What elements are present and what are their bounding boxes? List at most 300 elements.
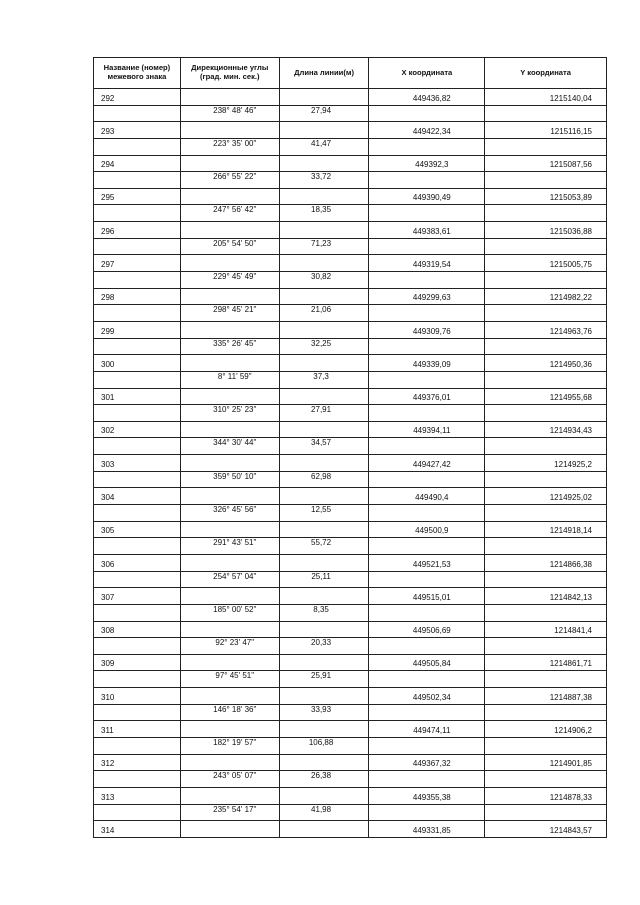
empty-length-cell bbox=[280, 488, 370, 505]
empty-length-cell bbox=[280, 655, 370, 672]
x-coordinate-cell bbox=[369, 488, 485, 505]
line-length-cell-text: 37,3 bbox=[313, 371, 329, 381]
point-name-cell-text: 294 bbox=[101, 160, 115, 170]
line-length-cell-text: 71,23 bbox=[311, 238, 332, 248]
empty-name-cell bbox=[94, 505, 181, 522]
table-row-point bbox=[94, 89, 607, 106]
y-coordinate-cell bbox=[485, 755, 607, 772]
x-coordinate-cell-text: 449355,38 bbox=[412, 792, 451, 802]
y-coordinate-cell bbox=[485, 455, 607, 472]
empty-x-cell bbox=[369, 405, 485, 422]
empty-name-cell bbox=[94, 239, 181, 256]
x-coordinate-cell bbox=[369, 522, 485, 539]
empty-x-cell bbox=[369, 139, 485, 156]
line-length-cell-text: 25,11 bbox=[311, 571, 331, 581]
line-length-cell bbox=[280, 771, 370, 788]
x-coordinate-cell bbox=[369, 455, 485, 472]
empty-length-cell bbox=[280, 422, 370, 439]
table-row-segment bbox=[94, 172, 607, 189]
table-header-row bbox=[94, 58, 607, 89]
point-name-cell bbox=[94, 788, 181, 805]
direction-angle-cell-text: 266° 55' 22" bbox=[213, 172, 257, 182]
table-row-segment bbox=[94, 305, 607, 322]
line-length-cell-text: 62,98 bbox=[311, 471, 332, 481]
line-length-cell bbox=[280, 505, 370, 522]
empty-length-cell bbox=[280, 788, 370, 805]
empty-y-cell bbox=[485, 705, 607, 722]
direction-angle-cell-text: 291° 43' 51" bbox=[213, 538, 257, 548]
point-name-cell-text: 300 bbox=[101, 359, 115, 369]
line-length-cell-text: 12,55 bbox=[311, 505, 332, 515]
x-coordinate-cell-text: 449436,82 bbox=[412, 93, 451, 103]
point-name-cell-text: 298 bbox=[101, 293, 115, 303]
y-coordinate-cell-text: 1214918,14 bbox=[549, 526, 592, 536]
y-coordinate-cell-text: 1215053,89 bbox=[549, 193, 592, 203]
empty-name-cell bbox=[94, 805, 181, 822]
empty-y-cell bbox=[485, 805, 607, 822]
empty-direction-cell bbox=[181, 522, 280, 539]
point-name-cell-text: 299 bbox=[101, 326, 115, 336]
direction-angle-cell bbox=[181, 139, 280, 156]
direction-angle-cell bbox=[181, 771, 280, 788]
x-coordinate-cell-text: 449390,49 bbox=[412, 193, 451, 203]
empty-direction-cell bbox=[181, 389, 280, 406]
empty-length-cell bbox=[280, 389, 370, 406]
empty-y-cell bbox=[485, 239, 607, 256]
x-coordinate-cell-text: 449394,11 bbox=[413, 426, 451, 436]
direction-angle-cell bbox=[181, 205, 280, 222]
point-name-cell bbox=[94, 289, 181, 306]
line-length-cell-text: 41,47 bbox=[311, 138, 332, 148]
empty-length-cell bbox=[280, 322, 370, 339]
empty-name-cell bbox=[94, 139, 181, 156]
x-coordinate-cell bbox=[369, 222, 485, 239]
y-coordinate-cell-text: 1215140,04 bbox=[549, 93, 592, 103]
empty-direction-cell bbox=[181, 89, 280, 106]
x-coordinate-cell bbox=[369, 122, 485, 139]
table-row-segment bbox=[94, 671, 607, 688]
empty-y-cell bbox=[485, 638, 607, 655]
empty-x-cell bbox=[369, 172, 485, 189]
empty-y-cell bbox=[485, 572, 607, 589]
table-row-point bbox=[94, 588, 607, 605]
direction-angle-cell bbox=[181, 239, 280, 256]
empty-x-cell bbox=[369, 805, 485, 822]
x-coordinate-cell-text: 449506,69 bbox=[412, 626, 451, 636]
line-length-cell-text: 27,91 bbox=[311, 405, 332, 415]
empty-y-cell bbox=[485, 339, 607, 356]
header-dir-line2: (град. мин. сек.) bbox=[199, 72, 260, 81]
direction-angle-cell bbox=[181, 572, 280, 589]
empty-direction-cell bbox=[181, 755, 280, 772]
empty-x-cell bbox=[369, 605, 485, 622]
line-length-cell-text: 33,93 bbox=[311, 704, 332, 714]
line-length-cell bbox=[280, 438, 370, 455]
header-line-length bbox=[280, 58, 370, 89]
header-dir-line1: Дирекционные углы bbox=[191, 63, 269, 73]
x-coordinate-cell bbox=[369, 688, 485, 705]
table-row-segment bbox=[94, 572, 607, 589]
y-coordinate-cell bbox=[485, 522, 607, 539]
direction-angle-cell bbox=[181, 106, 280, 123]
point-name-cell bbox=[94, 522, 181, 539]
empty-direction-cell bbox=[181, 555, 280, 572]
empty-y-cell bbox=[485, 472, 607, 489]
empty-x-cell bbox=[369, 239, 485, 256]
direction-angle-cell bbox=[181, 272, 280, 289]
table-row-segment bbox=[94, 472, 607, 489]
direction-angle-cell bbox=[181, 472, 280, 489]
line-length-cell bbox=[280, 538, 370, 555]
table-row-point bbox=[94, 721, 607, 738]
line-length-cell bbox=[280, 671, 370, 688]
empty-direction-cell bbox=[181, 289, 280, 306]
line-length-cell-text: 33,72 bbox=[311, 172, 332, 182]
point-name-cell-text: 301 bbox=[101, 393, 115, 403]
line-length-cell bbox=[280, 605, 370, 622]
table-row-segment bbox=[94, 239, 607, 256]
empty-y-cell bbox=[485, 605, 607, 622]
empty-y-cell bbox=[485, 438, 607, 455]
empty-name-cell bbox=[94, 671, 181, 688]
table-row-segment bbox=[94, 638, 607, 655]
y-coordinate-cell-text: 1214963,76 bbox=[549, 326, 592, 336]
direction-angle-cell-text: 243° 05' 07" bbox=[213, 771, 257, 781]
direction-angle-cell bbox=[181, 372, 280, 389]
x-coordinate-cell bbox=[369, 355, 485, 372]
empty-length-cell bbox=[280, 122, 370, 139]
direction-angle-cell bbox=[181, 405, 280, 422]
y-coordinate-cell bbox=[485, 588, 607, 605]
x-coordinate-cell-text: 449319,54 bbox=[412, 260, 451, 270]
x-coordinate-cell bbox=[369, 755, 485, 772]
point-name-cell bbox=[94, 455, 181, 472]
y-coordinate-cell bbox=[485, 156, 607, 173]
x-coordinate-cell bbox=[369, 89, 485, 106]
table-row-point bbox=[94, 688, 607, 705]
empty-direction-cell bbox=[181, 821, 280, 838]
point-name-cell bbox=[94, 322, 181, 339]
coordinates-table bbox=[93, 57, 607, 838]
table-row-segment bbox=[94, 405, 607, 422]
point-name-cell bbox=[94, 122, 181, 139]
table-row-segment bbox=[94, 106, 607, 123]
x-coordinate-cell bbox=[369, 156, 485, 173]
point-name-cell-text: 302 bbox=[101, 426, 115, 436]
point-name-cell-text: 314 bbox=[101, 825, 115, 835]
direction-angle-cell-text: 344° 30' 44" bbox=[213, 438, 257, 448]
empty-length-cell bbox=[280, 721, 370, 738]
point-name-cell bbox=[94, 189, 181, 206]
empty-y-cell bbox=[485, 405, 607, 422]
direction-angle-cell-text: 310° 25' 23" bbox=[213, 405, 257, 415]
table-row-point bbox=[94, 555, 607, 572]
point-name-cell bbox=[94, 755, 181, 772]
table-row-point bbox=[94, 222, 607, 239]
empty-length-cell bbox=[280, 588, 370, 605]
direction-angle-cell bbox=[181, 339, 280, 356]
y-coordinate-cell bbox=[485, 821, 607, 838]
direction-angle-cell-text: 254° 57' 04" bbox=[213, 571, 257, 581]
table-row-point bbox=[94, 189, 607, 206]
x-coordinate-cell bbox=[369, 289, 485, 306]
table-row-point bbox=[94, 322, 607, 339]
empty-length-cell bbox=[280, 289, 370, 306]
header-name-line1: Название (номер) bbox=[103, 63, 171, 73]
y-coordinate-cell bbox=[485, 189, 607, 206]
line-length-cell bbox=[280, 472, 370, 489]
direction-angle-cell-text: 223° 35' 00" bbox=[213, 138, 257, 148]
empty-name-cell bbox=[94, 538, 181, 555]
empty-y-cell bbox=[485, 272, 607, 289]
empty-name-cell bbox=[94, 771, 181, 788]
point-name-cell bbox=[94, 488, 181, 505]
empty-direction-cell bbox=[181, 655, 280, 672]
direction-angle-cell-text: 335° 26' 45" bbox=[213, 338, 257, 348]
line-length-cell-text: 30,82 bbox=[311, 272, 332, 282]
direction-angle-cell bbox=[181, 438, 280, 455]
empty-x-cell bbox=[369, 771, 485, 788]
y-coordinate-cell bbox=[485, 255, 607, 272]
empty-x-cell bbox=[369, 372, 485, 389]
line-length-cell bbox=[280, 405, 370, 422]
x-coordinate-cell bbox=[369, 721, 485, 738]
direction-angle-cell-text: 238° 48' 46" bbox=[213, 105, 257, 115]
table-row-segment bbox=[94, 738, 607, 755]
x-coordinate-cell-text: 449392,3 bbox=[415, 160, 449, 170]
line-length-cell-text: 55,72 bbox=[311, 538, 332, 548]
table-row-segment bbox=[94, 372, 607, 389]
x-coordinate-cell-text: 449309,76 bbox=[412, 326, 451, 336]
empty-length-cell bbox=[280, 189, 370, 206]
empty-direction-cell bbox=[181, 622, 280, 639]
point-name-cell-text: 307 bbox=[101, 592, 115, 602]
point-name-cell bbox=[94, 422, 181, 439]
line-length-cell-text: 32,25 bbox=[311, 338, 332, 348]
empty-direction-cell bbox=[181, 189, 280, 206]
empty-name-cell bbox=[94, 738, 181, 755]
empty-direction-cell bbox=[181, 156, 280, 173]
direction-angle-cell bbox=[181, 638, 280, 655]
direction-angle-cell bbox=[181, 505, 280, 522]
y-coordinate-cell-text: 1214906,2 bbox=[554, 725, 592, 735]
empty-name-cell bbox=[94, 405, 181, 422]
line-length-cell-text: 26,38 bbox=[311, 771, 332, 781]
line-length-cell bbox=[280, 272, 370, 289]
table-row-segment bbox=[94, 339, 607, 356]
empty-length-cell bbox=[280, 622, 370, 639]
table-row-point bbox=[94, 622, 607, 639]
line-length-cell-text: 27,94 bbox=[311, 105, 332, 115]
empty-x-cell bbox=[369, 272, 485, 289]
empty-name-cell bbox=[94, 339, 181, 356]
point-name-cell-text: 312 bbox=[101, 759, 115, 769]
point-name-cell-text: 292 bbox=[101, 93, 115, 103]
table-row-point bbox=[94, 755, 607, 772]
point-name-cell bbox=[94, 89, 181, 106]
line-length-cell bbox=[280, 106, 370, 123]
y-coordinate-cell bbox=[485, 122, 607, 139]
line-length-cell bbox=[280, 572, 370, 589]
header-boundary-mark-name bbox=[94, 58, 181, 89]
empty-length-cell bbox=[280, 688, 370, 705]
empty-direction-cell bbox=[181, 422, 280, 439]
empty-y-cell bbox=[485, 505, 607, 522]
empty-name-cell bbox=[94, 305, 181, 322]
empty-x-cell bbox=[369, 538, 485, 555]
empty-y-cell bbox=[485, 305, 607, 322]
line-length-cell bbox=[280, 638, 370, 655]
y-coordinate-cell-text: 1214925,2 bbox=[554, 459, 592, 469]
empty-length-cell bbox=[280, 255, 370, 272]
table-row-point bbox=[94, 255, 607, 272]
point-name-cell-text: 293 bbox=[101, 126, 115, 136]
direction-angle-cell-text: 185° 00' 52" bbox=[213, 604, 257, 614]
direction-angle-cell-text: 298° 45' 21" bbox=[213, 305, 257, 315]
direction-angle-cell bbox=[181, 671, 280, 688]
y-coordinate-cell-text: 1214842,13 bbox=[549, 592, 592, 602]
empty-direction-cell bbox=[181, 488, 280, 505]
y-coordinate-cell-text: 1214901,85 bbox=[549, 759, 592, 769]
x-coordinate-cell-text: 449490,4 bbox=[415, 493, 449, 503]
empty-name-cell bbox=[94, 705, 181, 722]
point-name-cell bbox=[94, 555, 181, 572]
empty-length-cell bbox=[280, 522, 370, 539]
header-x-text: X координата bbox=[401, 67, 453, 77]
y-coordinate-cell bbox=[485, 788, 607, 805]
empty-y-cell bbox=[485, 671, 607, 688]
point-name-cell-text: 311 bbox=[101, 725, 114, 735]
empty-direction-cell bbox=[181, 122, 280, 139]
y-coordinate-cell-text: 1214878,33 bbox=[549, 792, 592, 802]
point-name-cell-text: 303 bbox=[101, 459, 115, 469]
x-coordinate-cell-text: 449521,53 bbox=[412, 559, 451, 569]
empty-x-cell bbox=[369, 505, 485, 522]
line-length-cell-text: 21,06 bbox=[311, 305, 332, 315]
table-body bbox=[94, 89, 607, 838]
y-coordinate-cell bbox=[485, 721, 607, 738]
x-coordinate-cell-text: 449339,09 bbox=[412, 359, 451, 369]
empty-length-cell bbox=[280, 555, 370, 572]
point-name-cell bbox=[94, 655, 181, 672]
table-row-segment bbox=[94, 505, 607, 522]
x-coordinate-cell bbox=[369, 788, 485, 805]
empty-direction-cell bbox=[181, 222, 280, 239]
y-coordinate-cell bbox=[485, 355, 607, 372]
table-row-point bbox=[94, 655, 607, 672]
direction-angle-cell bbox=[181, 305, 280, 322]
table-row-point bbox=[94, 522, 607, 539]
y-coordinate-cell-text: 1214841,4 bbox=[554, 626, 592, 636]
table-row-segment bbox=[94, 771, 607, 788]
point-name-cell-text: 310 bbox=[101, 692, 115, 702]
empty-x-cell bbox=[369, 472, 485, 489]
table-row-segment bbox=[94, 605, 607, 622]
y-coordinate-cell bbox=[485, 555, 607, 572]
empty-x-cell bbox=[369, 671, 485, 688]
line-length-cell bbox=[280, 372, 370, 389]
direction-angle-cell-text: 8° 11' 59" bbox=[217, 371, 252, 381]
point-name-cell bbox=[94, 588, 181, 605]
table-row-segment bbox=[94, 438, 607, 455]
direction-angle-cell-text: 235° 54' 17" bbox=[213, 804, 257, 814]
empty-name-cell bbox=[94, 172, 181, 189]
y-coordinate-cell bbox=[485, 688, 607, 705]
y-coordinate-cell-text: 1214887,38 bbox=[549, 692, 592, 702]
x-coordinate-cell-text: 449505,84 bbox=[412, 659, 451, 669]
x-coordinate-cell bbox=[369, 622, 485, 639]
table-row-point bbox=[94, 488, 607, 505]
direction-angle-cell bbox=[181, 538, 280, 555]
empty-x-cell bbox=[369, 339, 485, 356]
direction-angle-cell-text: 146° 18' 36" bbox=[213, 704, 257, 714]
empty-y-cell bbox=[485, 771, 607, 788]
line-length-cell bbox=[280, 205, 370, 222]
empty-direction-cell bbox=[181, 588, 280, 605]
y-coordinate-cell bbox=[485, 322, 607, 339]
table-row-segment bbox=[94, 538, 607, 555]
x-coordinate-cell bbox=[369, 422, 485, 439]
y-coordinate-cell-text: 1214982,22 bbox=[549, 293, 592, 303]
empty-y-cell bbox=[485, 172, 607, 189]
y-coordinate-cell bbox=[485, 289, 607, 306]
point-name-cell bbox=[94, 622, 181, 639]
direction-angle-cell-text: 92° 23' 47" bbox=[215, 638, 255, 648]
point-name-cell bbox=[94, 821, 181, 838]
x-coordinate-cell-text: 449376,01 bbox=[412, 393, 451, 403]
y-coordinate-cell-text: 1214934,43 bbox=[549, 426, 592, 436]
line-length-cell-text: 20,33 bbox=[311, 638, 332, 648]
direction-angle-cell bbox=[181, 805, 280, 822]
table-row-point bbox=[94, 422, 607, 439]
empty-x-cell bbox=[369, 572, 485, 589]
empty-length-cell bbox=[280, 156, 370, 173]
table-row-point bbox=[94, 389, 607, 406]
empty-name-cell bbox=[94, 438, 181, 455]
point-name-cell-text: 295 bbox=[101, 193, 115, 203]
y-coordinate-cell bbox=[485, 488, 607, 505]
y-coordinate-cell bbox=[485, 222, 607, 239]
direction-angle-cell bbox=[181, 738, 280, 755]
y-coordinate-cell bbox=[485, 622, 607, 639]
y-coordinate-cell-text: 1215087,56 bbox=[549, 160, 592, 170]
empty-name-cell bbox=[94, 372, 181, 389]
header-y-coordinate bbox=[485, 58, 607, 89]
table-row-point bbox=[94, 788, 607, 805]
y-coordinate-cell-text: 1214843,57 bbox=[549, 825, 592, 835]
x-coordinate-cell-text: 449422,34 bbox=[412, 126, 451, 136]
x-coordinate-cell bbox=[369, 189, 485, 206]
x-coordinate-cell-text: 449502,34 bbox=[412, 692, 451, 702]
empty-direction-cell bbox=[181, 355, 280, 372]
point-name-cell-text: 308 bbox=[101, 626, 115, 636]
direction-angle-cell bbox=[181, 605, 280, 622]
point-name-cell-text: 305 bbox=[101, 526, 115, 536]
y-coordinate-cell bbox=[485, 89, 607, 106]
table-row-point bbox=[94, 355, 607, 372]
empty-direction-cell bbox=[181, 255, 280, 272]
line-length-cell-text: 18,35 bbox=[311, 205, 332, 215]
empty-direction-cell bbox=[181, 721, 280, 738]
y-coordinate-cell-text: 1215116,15 bbox=[550, 126, 592, 136]
point-name-cell-text: 304 bbox=[101, 493, 115, 503]
empty-name-cell bbox=[94, 106, 181, 123]
table-row-point bbox=[94, 156, 607, 173]
empty-name-cell bbox=[94, 472, 181, 489]
y-coordinate-cell bbox=[485, 422, 607, 439]
empty-x-cell bbox=[369, 738, 485, 755]
header-name-line2: межевого знака bbox=[107, 72, 167, 81]
